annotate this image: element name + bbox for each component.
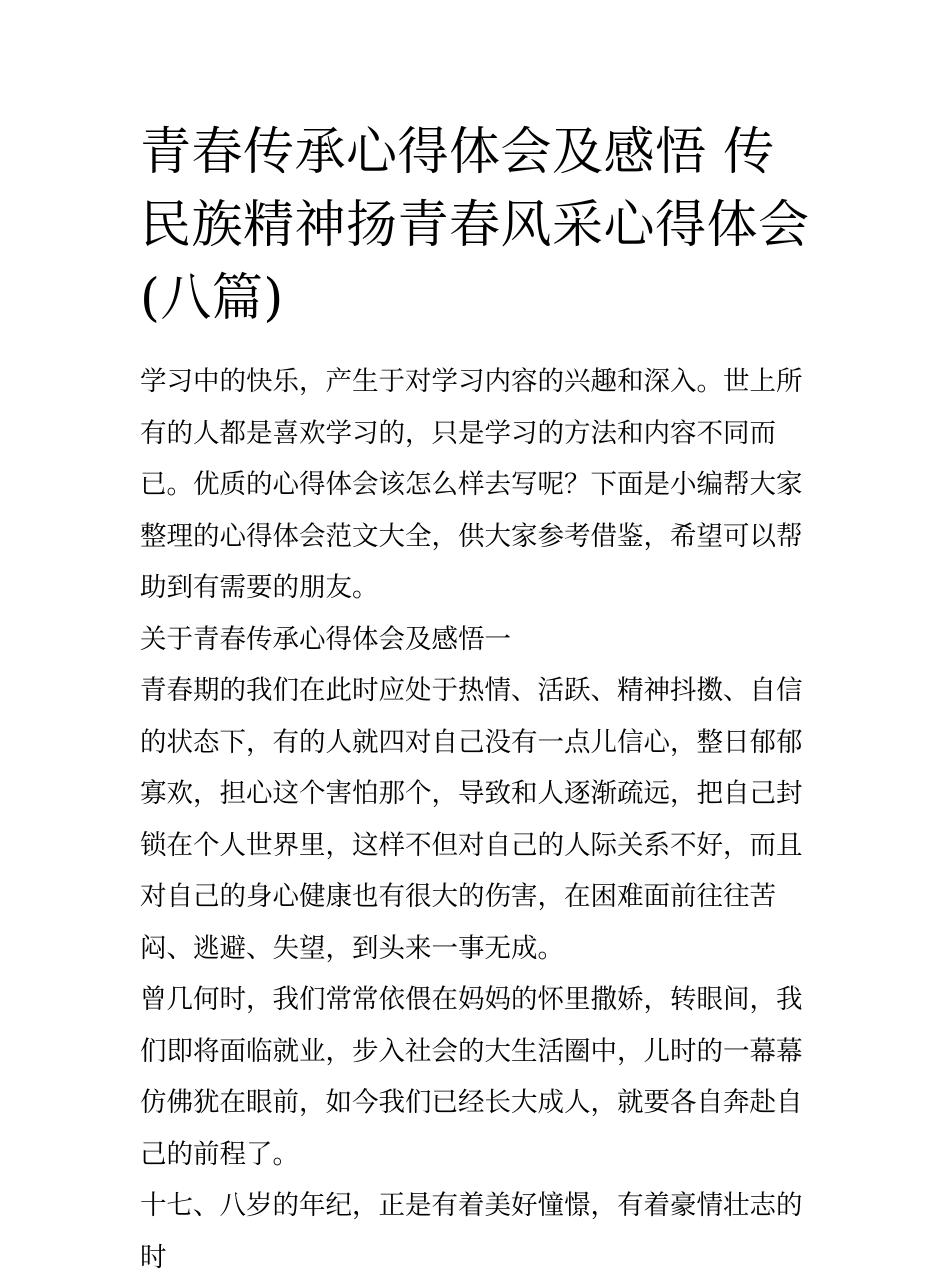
section-heading: 关于青春传承心得体会及感悟一: [140, 623, 511, 655]
document-title: 青春传承心得体会及感悟 传民族精神扬青春风采心得体会(八篇): [140, 123, 810, 328]
paragraph: 青春期的我们在此时应处于热情、活跃、精神抖擞、自信的状态下，有的人就四对自己没有一点儿信心，整日郁郁寡欢，担心这个害怕那个，导致和人逐渐疏远，把自己封锁在个人世界里，这样不但对自己的人际关系不好，而且对自己的身心健康也有很大的伤害，在困难面前往往苦闷、逃避、失望，到头来一事无成。: [140, 675, 803, 964]
paragraph: 曾几何时，我们常常依偎在妈妈的怀里撒娇，转眼间，我们即将面临就业，步入社会的大生活圈中，儿时的一幕幕仿佛犹在眼前，如今我们已经长大成人，就要各自奔赴自己的前程了。: [140, 984, 803, 1170]
document-body: [140, 356, 815, 1283]
paragraph-intro: 学习中的快乐，产生于对学习内容的兴趣和深入。世上所有的人都是喜欢学习的，只是学习的方法和内容不同而已。优质的心得体会该怎么样去写呢？下面是小编帮大家整理的心得体会范文大全，供大家参考借鉴，希望可以帮助到有需要的朋友。: [140, 366, 803, 603]
paragraph: 十七、八岁的年纪，正是有着美好憧憬，有着豪情壮志的时: [140, 1190, 803, 1273]
